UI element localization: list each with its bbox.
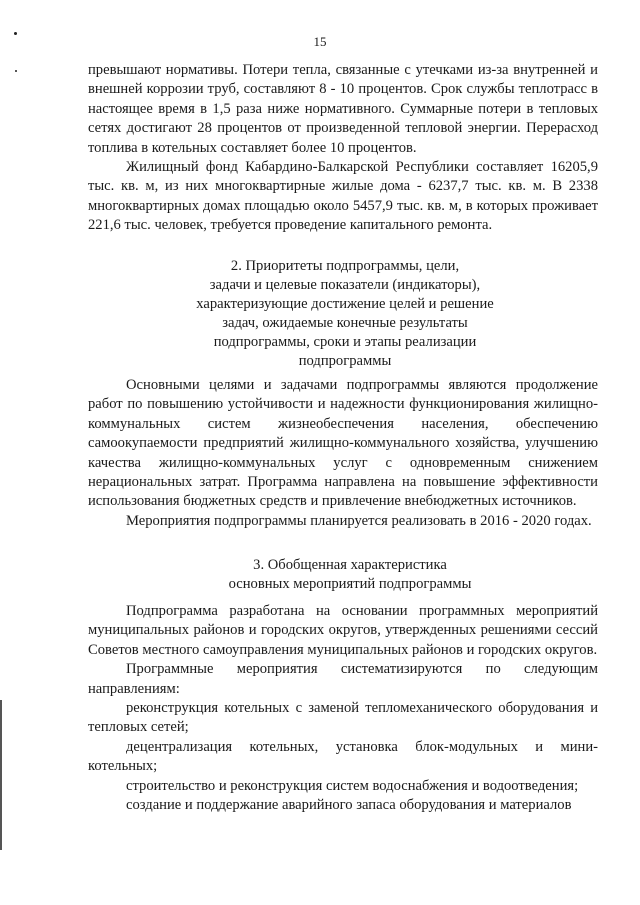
heading-3-line-2: основных мероприятий подпрограммы xyxy=(228,576,472,592)
list-item-emergency-reserve: создание и поддержание аварийного запаса оборудования и материалов xyxy=(126,797,572,814)
section-2-heading xyxy=(130,257,560,371)
heading-2-line-4: задач, ожидаемые конечные результаты xyxy=(222,315,468,331)
heading-2-line-6: подпрограммы xyxy=(298,353,392,369)
list-item-decentralization: децентрализация котельных, установка блок-модульных и мини-котельных; xyxy=(88,738,598,775)
scan-edge-mark xyxy=(0,700,2,850)
paragraph-basis: Подпрограмма разработана на основании программных мероприятий муниципальных районов и городских округов, утвержденных решениями сессий Советов местного самоуправления муниципальных районов и городских округов. xyxy=(88,603,598,658)
heading-2-line-1: 2. Приоритеты подпрограммы, цели, xyxy=(230,258,460,274)
paragraph-goals: Основными целями и задачами подпрограммы являются продолжение работ по повышению устойчивости и надежности функционирования жилищно-коммунальных систем жизнеобеспечения населения, обеспечению самоокупаемости предприятий жилищно-коммунального хозяйства, улучшению качества жилищно-коммунальных услуг с одновременным снижением нерациональных затрат. Программа направлена на повышение эффективности использования бюджетных средств и привлечение внебюджетных источников. xyxy=(88,377,598,510)
block-intro xyxy=(88,61,598,236)
block-measures xyxy=(88,602,598,815)
paragraph-heat-losses: превышают нормативы. Потери тепла, связанные с утечками из-за внутренней и внешней коррозии труб, составляют 8 - 10 процентов. Срок службы теплотрасс в настоящее время в 1,5 раза ниже нормативного. Суммарные потери в тепловых сетях достигают 28 процентов от произведенной тепловой энергии. Перерасход топлива в котельных составляет более 10 процентов. xyxy=(88,62,598,156)
section-3-heading xyxy=(150,556,550,594)
list-item-water-systems: строительство и реконструкция систем водоснабжения и водоотведения; xyxy=(126,777,579,794)
paragraph-directions: Программные мероприятия систематизируются по следующим направлениям: xyxy=(88,661,598,697)
heading-2-line-3: характеризующие достижение целей и решение xyxy=(196,296,494,312)
paragraph-housing-fund: Жилищный фонд Кабардино-Балкарской Республики составляет 16205,9 тыс. кв. м, из них многоквартирные жилые дома - 6237,7 тыс. кв. м. В 2338 многоквартирных домах площадью около 5457,9 тыс. кв. м, в которых проживает 221,6 тыс. человек, требуется проведение капитального ремонта. xyxy=(88,159,598,234)
heading-2-line-5: подпрограммы, сроки и этапы реализации xyxy=(213,334,477,350)
list-item-reconstruction: реконструкция котельных с заменой тепломеханического оборудования и тепловых сетей; xyxy=(88,700,598,736)
heading-3-line-1: 3. Обобщенная характеристика xyxy=(253,557,447,573)
block-goals xyxy=(88,376,598,531)
page-number: 15 xyxy=(313,34,327,49)
heading-2-line-2: задачи и целевые показатели (индикаторы), xyxy=(209,277,481,293)
scan-dot-second xyxy=(15,70,17,72)
paragraph-period: Мероприятия подпрограммы планируется реализовать в 2016 - 2020 годах. xyxy=(126,512,592,529)
